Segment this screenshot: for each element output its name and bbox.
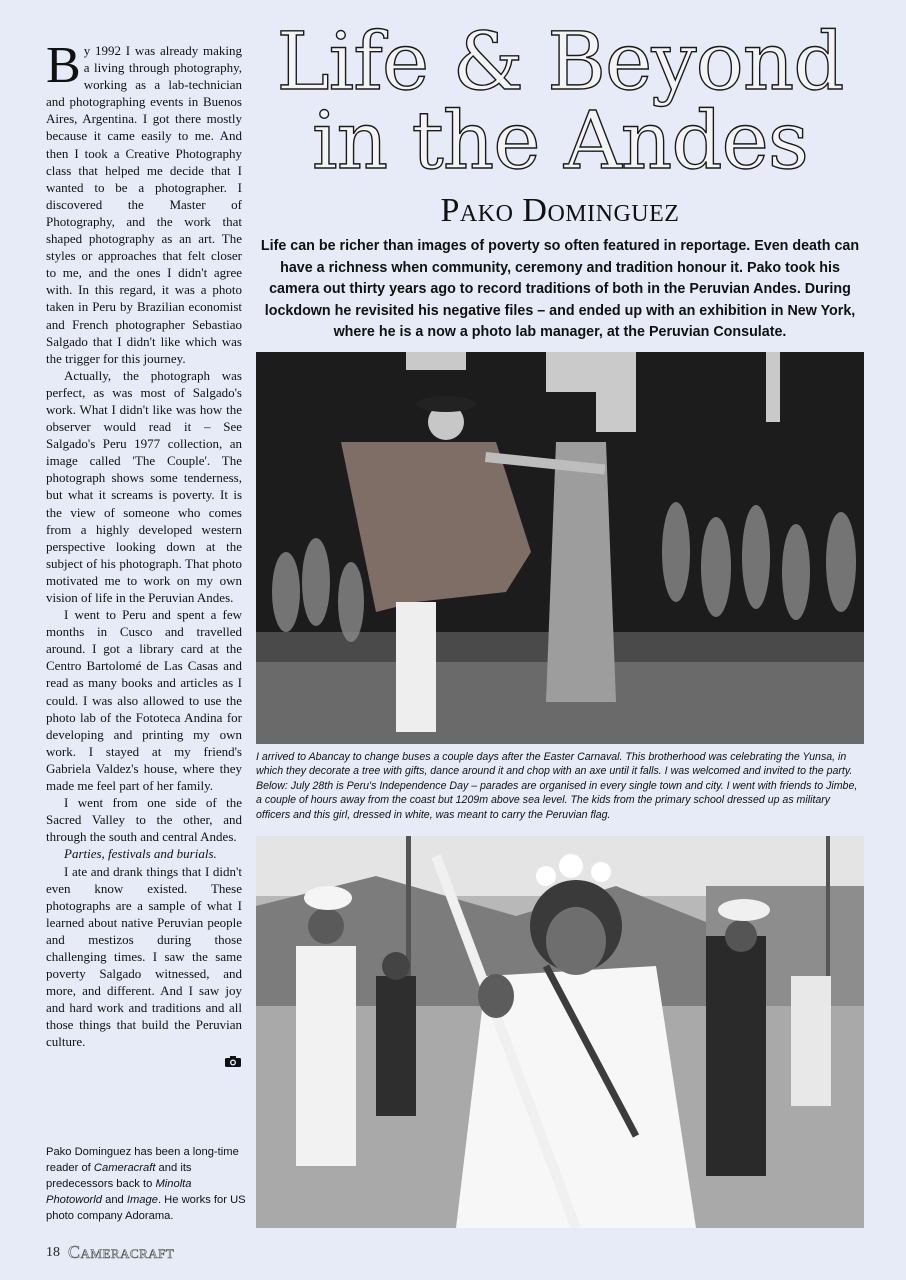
author-bio: Pako Dominguez has been a long-time reader of Cameracraft and its predecessors back to Minolta Photoworld and Image. He works for US photo company Adorama. xyxy=(46,1146,246,1222)
subhead: Parties, festivals and burials. xyxy=(64,846,217,862)
title-line-2: in the Andes xyxy=(312,94,808,187)
photo-independence-day-graphic xyxy=(256,836,864,1228)
camera-icon xyxy=(46,1055,242,1069)
paragraph-2: Actually, the photograph was perfect, as was most of Salgado's work. What I didn't like was how the observer would read it – See Salgado's Peru 1977 collection, an image called 'The Couple'. The photograph shows some tenderness, but what it screams is poverty. It is the view of someone who comes from a highly developed western perspective looking down at the subject of his photograph. That photo motivated me to work on my own vision of life in the Peruvian Andes. xyxy=(46,367,242,605)
paragraph-3: I went to Peru and spent a few months in Cusco and travelled around. I got a library card at the Centro Bartolomé de Las Casas and read as many books and articles as I could. I was also allowed to use the photo lab of the Fototeca Andina for developing and printing my own work. I stayed at my friend's Gabriela Valdez's house, where they made me feel part of her family. xyxy=(46,607,242,794)
drop-cap: B xyxy=(46,37,81,94)
paragraph-1: By 1992 I was already making a living through photography, working as a lab-technician and photographing events in Buenos Aires, Argentina. I got there mostly because it came easily to me. And then I took a Creative Photography class that helped me decide that I wanted to be a photographer. I discovered the Master of Photography, and the work that shaped photography as an art. The styles or approaches that felt closer to me, and the ones I didn't agree with. In this regard, it was a photo taken in Peru by Brazilian economist and French photographer Sebastiao Salgado that I didn't like which was the trigger for this journey. xyxy=(46,37,242,366)
standfirst: Life can be richer than images of poverty so often featured in reportage. Even death can have a richness when community, ceremony and tradition honour it. Pako took his camera out thirty years ago to record traditions of both in the Peruvian Andes. During lockdown he revisited his negative files – and ended up with an exhibition in New York, where he is a now a photo lab manager, at the Peruvian Consulate. xyxy=(260,238,860,341)
article-body xyxy=(46,37,242,1069)
magazine-logo: Cameracraft xyxy=(68,1242,175,1262)
page-footer xyxy=(46,1242,174,1263)
photo-caption: I arrived to Abancay to change buses a couple days after the Easter Carnaval. This brotherhood was celebrating the Yunsa, in which they decorate a tree with gifts, dance around it and chop with an axe until it falls. I was welcomed and invited to the party. Below: July 28th is Peru's Independence Day – parades are organised in every single town and city. I went with friends to Jimbe, a couple of hours away from the coast but 1209m above sea level. The kids from the primary school dressed up as military officers and this girl, dressed in white, was meant to carry the Peruvian flag. xyxy=(256,751,858,821)
photo-tree-ceremony xyxy=(256,352,864,744)
byline: Pako Dominguez xyxy=(440,192,680,229)
article-title xyxy=(256,15,864,187)
photo-independence-day xyxy=(256,836,864,1228)
photo-tree-ceremony-graphic xyxy=(256,352,864,744)
page-number: 18 xyxy=(46,1244,60,1260)
paragraph-5: I ate and drank things that I didn't even know existed. These photographs are a sample of what I learned about native Peruvian people and mestizos during those challenging times. I saw the same poverty Salgado witnessed, and more, and different. And I saw joy and hard work and traditions and all those things that build the Peruvian culture. xyxy=(46,863,242,1050)
paragraph-4: I went from one side of the Sacred Valley to the other, and through the south and central Andes. xyxy=(46,795,242,845)
title-line-1: Life & Beyond xyxy=(276,15,844,108)
